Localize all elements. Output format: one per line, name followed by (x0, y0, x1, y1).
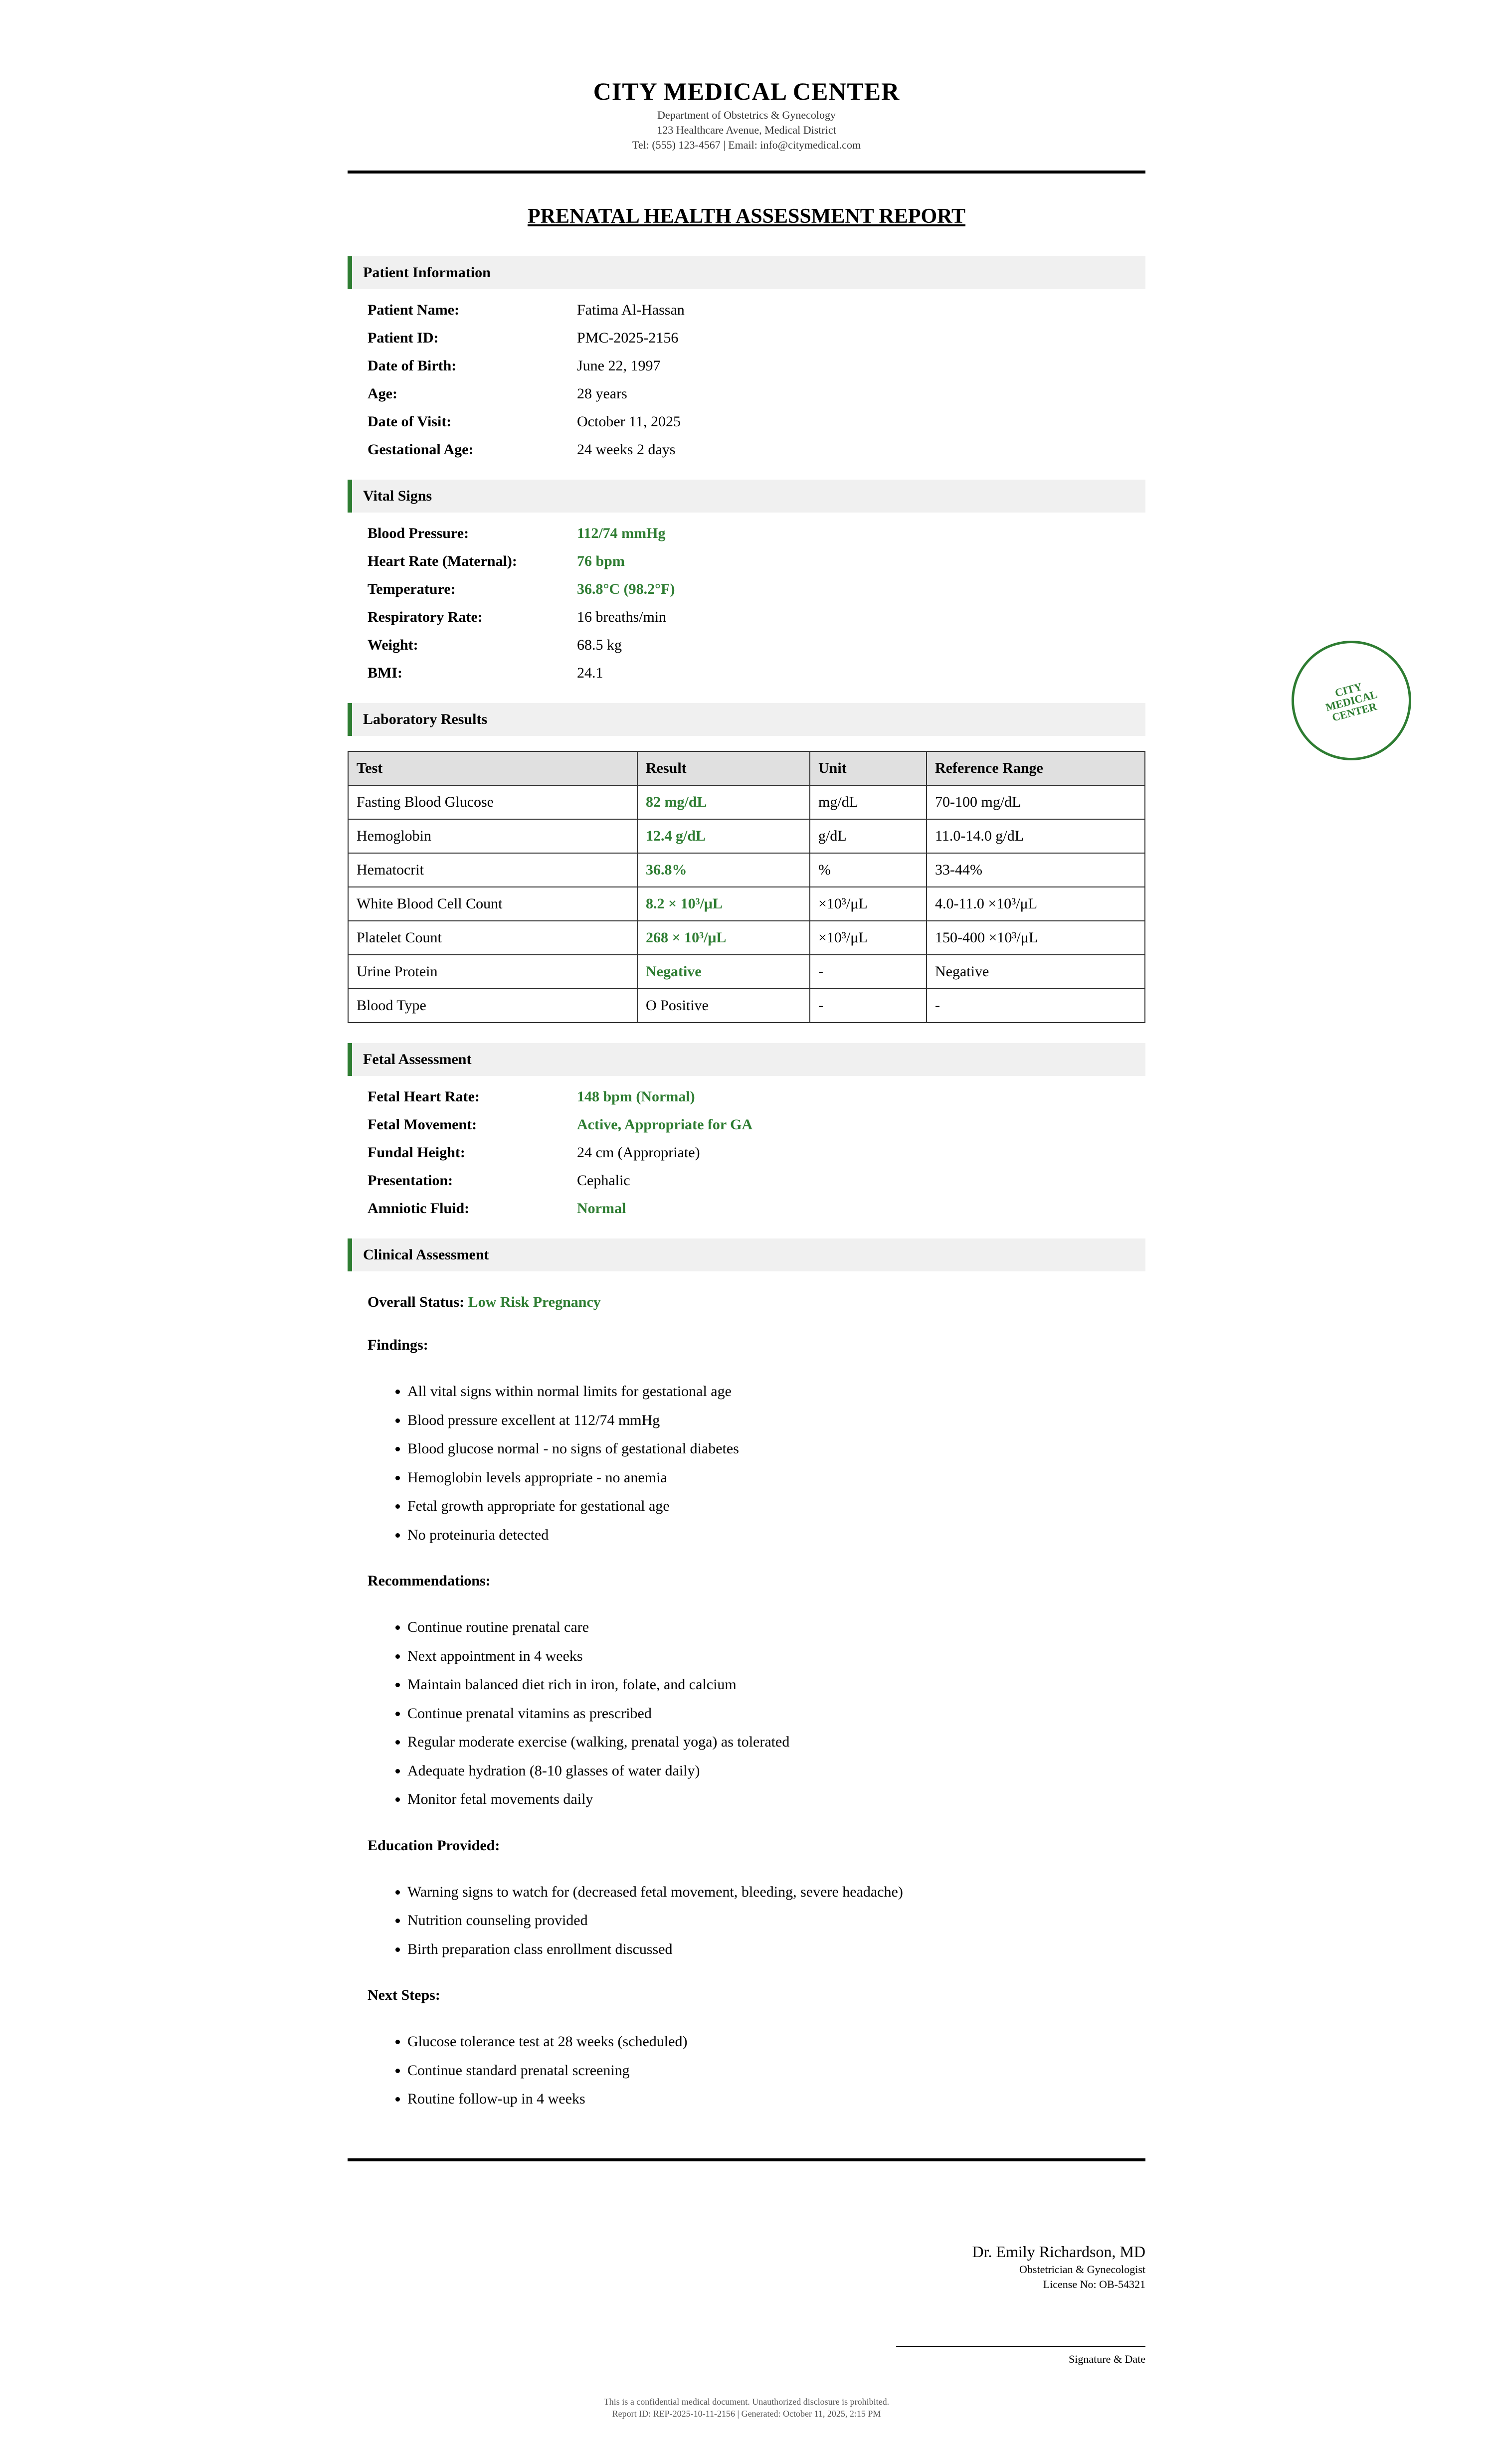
bmi-row (368, 659, 1145, 687)
reference-range: 33-44% (927, 853, 1145, 887)
test-name: Blood Type (348, 989, 637, 1023)
official-stamp (1278, 627, 1425, 774)
test-result: 268 × 10³/μL (637, 921, 810, 955)
overall-status (368, 1291, 1145, 1313)
list-item: • No proteinuria detected (407, 1521, 1145, 1550)
physician-title: Obstetrician & Gynecologist (1019, 2263, 1145, 2276)
test-result: 12.4 g/dL (637, 819, 810, 853)
confidentiality-notice: This is a confidential medical document. Unauthorized disclosure is prohibited. (603, 2396, 890, 2407)
test-name: Hemoglobin (348, 819, 637, 853)
test-result: 82 mg/dL (637, 785, 810, 819)
findings-heading: Findings: (368, 1337, 428, 1353)
fundal-height-row (368, 1139, 1145, 1167)
section-clinical-assessment: Clinical Assessment (348, 1238, 1145, 1271)
reference-range: Negative (927, 955, 1145, 989)
report-meta: Report ID: REP-2025-10-11-2156 | Generated: October 11, 2025, 2:15 PM (612, 2408, 881, 2419)
section-fetal-assessment: Fetal Assessment (348, 1043, 1145, 1076)
list-item: • Blood pressure excellent at 112/74 mmHg (407, 1406, 1145, 1435)
field-label: Weight: (368, 637, 418, 653)
test-unit: - (810, 989, 927, 1023)
list-item: • Blood glucose normal - no signs of gestational diabetes (407, 1434, 1145, 1463)
field-label: Age: (368, 385, 397, 402)
test-result: 36.8% (637, 853, 810, 887)
table-row (348, 921, 1145, 955)
field-value: 24.1 (577, 665, 603, 681)
reference-range: 70-100 mg/dL (927, 785, 1145, 819)
field-value: 24 weeks 2 days (577, 441, 676, 458)
field-value: 68.5 kg (577, 637, 622, 653)
table-row (348, 853, 1145, 887)
field-label: Amniotic Fluid: (368, 1200, 470, 1217)
next-steps-heading: Next Steps: (368, 1987, 440, 2003)
signature-line (896, 2346, 1145, 2347)
list-item: • Nutrition counseling provided (407, 1906, 1145, 1935)
table-row (348, 819, 1145, 853)
test-result: 8.2 × 10³/μL (637, 887, 810, 921)
report-title: PRENATAL HEALTH ASSESSMENT REPORT (527, 205, 966, 228)
field-value: 28 years (577, 385, 627, 402)
field-value: 148 bpm (Normal) (577, 1088, 695, 1105)
reference-range: 11.0-14.0 g/dL (927, 819, 1145, 853)
list-item: • Fetal growth appropriate for gestational age (407, 1492, 1145, 1521)
list-item: • Monitor fetal movements daily (407, 1785, 1145, 1814)
section-patient-info: Patient Information (348, 256, 1145, 289)
field-label: BMI: (368, 665, 402, 681)
footer-divider (348, 2158, 1145, 2161)
fetal-assessment-list (348, 1083, 1145, 1223)
patient-name-row (368, 296, 1145, 324)
list-item: • Next appointment in 4 weeks (407, 1642, 1145, 1671)
field-value: Normal (577, 1200, 626, 1217)
vital-signs-list (348, 520, 1145, 687)
signature-caption: Signature & Date (1069, 2352, 1145, 2365)
test-result: Negative (637, 955, 810, 989)
patient-id-row (368, 324, 1145, 352)
test-unit: % (810, 853, 927, 887)
patient-info-list (348, 296, 1145, 464)
field-value: 36.8°C (98.2°F) (577, 581, 675, 597)
weight-row (368, 631, 1145, 659)
field-label: Date of Visit: (368, 413, 452, 430)
field-label: Fetal Movement: (368, 1116, 477, 1133)
test-unit: g/dL (810, 819, 927, 853)
next-steps-list (368, 2027, 1145, 2113)
list-item: • Glucose tolerance test at 28 weeks (scheduled) (407, 2027, 1145, 2056)
list-item: • Continue standard prenatal screening (407, 2056, 1145, 2085)
amniotic-fluid-row (368, 1195, 1145, 1223)
field-label: Heart Rate (Maternal): (368, 553, 517, 569)
section-lab-results: Laboratory Results (348, 703, 1145, 736)
field-value: October 11, 2025 (577, 413, 681, 430)
list-item: • Hemoglobin levels appropriate - no anemia (407, 1463, 1145, 1492)
heart-rate-row (368, 547, 1145, 575)
fetal-heart-rate-row (368, 1083, 1145, 1111)
table-row (348, 887, 1145, 921)
reference-range: - (927, 989, 1145, 1023)
findings-list (368, 1377, 1145, 1549)
table-row (348, 785, 1145, 819)
list-item: • Birth preparation class enrollment discussed (407, 1935, 1145, 1964)
field-label: Respiratory Rate: (368, 609, 483, 625)
clinical-assessment-body (348, 1291, 1145, 2113)
status-label: Overall Status: (368, 1294, 465, 1310)
org-name: CITY MEDICAL CENTER (593, 77, 900, 105)
report-page (348, 0, 1145, 2420)
recommendations-list (368, 1613, 1145, 1814)
table-header-row (348, 751, 1145, 785)
lab-results-table (348, 751, 1145, 1023)
blood-pressure-row (368, 520, 1145, 547)
test-name: White Blood Cell Count (348, 887, 637, 921)
table-row (348, 989, 1145, 1023)
physician-license: License No: OB-54321 (1043, 2278, 1145, 2290)
list-item: • Adequate hydration (8-10 glasses of water daily) (407, 1757, 1145, 1785)
field-label: Fundal Height: (368, 1144, 465, 1161)
list-item: • Regular moderate exercise (walking, prenatal yoga) as tolerated (407, 1728, 1145, 1757)
test-result: O Positive (637, 989, 810, 1023)
list-item: • Routine follow-up in 4 weeks (407, 2085, 1145, 2113)
test-unit: ×10³/μL (810, 887, 927, 921)
column-header: Result (637, 751, 810, 785)
reference-range: 150-400 ×10³/μL (927, 921, 1145, 955)
header-divider (348, 171, 1145, 174)
signature-block (348, 2241, 1145, 2366)
stamp-text: CITY MEDICAL CENTER (1324, 680, 1379, 724)
field-value: 24 cm (Appropriate) (577, 1144, 700, 1161)
field-value: 76 bpm (577, 553, 625, 569)
column-header: Unit (810, 751, 927, 785)
field-label: Presentation: (368, 1172, 453, 1189)
list-item: • Warning signs to watch for (decreased fetal movement, bleeding, severe headache) (407, 1878, 1145, 1907)
list-item: • Maintain balanced diet rich in iron, folate, and calcium (407, 1670, 1145, 1699)
address: 123 Healthcare Avenue, Medical District (657, 124, 836, 136)
presentation-row (368, 1167, 1145, 1195)
field-value: Cephalic (577, 1172, 630, 1189)
section-vital-signs: Vital Signs (348, 480, 1145, 513)
status-value: Low Risk Pregnancy (468, 1294, 601, 1310)
field-value: 16 breaths/min (577, 609, 667, 625)
list-item: • All vital signs within normal limits for gestational age (407, 1377, 1145, 1406)
letterhead (348, 0, 1145, 153)
field-label: Temperature: (368, 581, 456, 597)
field-value: Active, Appropriate for GA (577, 1116, 753, 1133)
contact-info: Tel: (555) 123-4567 | Email: info@citymedical.com (632, 139, 861, 151)
test-name: Fasting Blood Glucose (348, 785, 637, 819)
department: Department of Obstetrics & Gynecology (657, 109, 836, 121)
column-header: Reference Range (927, 751, 1145, 785)
field-label: Gestational Age: (368, 441, 474, 458)
education-heading: Education Provided: (368, 1837, 500, 1854)
gestational-age-row (368, 436, 1145, 464)
test-unit: ×10³/μL (810, 921, 927, 955)
field-value: 112/74 mmHg (577, 525, 666, 541)
test-name: Urine Protein (348, 955, 637, 989)
date-of-birth-row (368, 352, 1145, 380)
list-item: • Continue prenatal vitamins as prescribed (407, 1699, 1145, 1728)
field-value: Fatima Al-Hassan (577, 302, 685, 318)
field-label: Blood Pressure: (368, 525, 469, 541)
physician-name: Dr. Emily Richardson, MD (972, 2242, 1145, 2261)
date-of-visit-row (368, 408, 1145, 436)
field-value: June 22, 1997 (577, 357, 661, 374)
temperature-row (368, 575, 1145, 603)
test-name: Hematocrit (348, 853, 637, 887)
age-row (368, 380, 1145, 408)
list-item: • Continue routine prenatal care (407, 1613, 1145, 1642)
test-unit: - (810, 955, 927, 989)
table-row (348, 955, 1145, 989)
field-label: Date of Birth: (368, 357, 457, 374)
field-label: Fetal Heart Rate: (368, 1088, 480, 1105)
fetal-movement-row (368, 1111, 1145, 1139)
test-unit: mg/dL (810, 785, 927, 819)
field-value: PMC-2025-2156 (577, 330, 679, 346)
education-list (368, 1878, 1145, 1964)
reference-range: 4.0-11.0 ×10³/μL (927, 887, 1145, 921)
test-name: Platelet Count (348, 921, 637, 955)
field-label: Patient Name: (368, 302, 460, 318)
recommendations-heading: Recommendations: (368, 1573, 491, 1589)
column-header: Test (348, 751, 637, 785)
footer (348, 2396, 1145, 2420)
respiratory-rate-row (368, 603, 1145, 631)
field-label: Patient ID: (368, 330, 439, 346)
